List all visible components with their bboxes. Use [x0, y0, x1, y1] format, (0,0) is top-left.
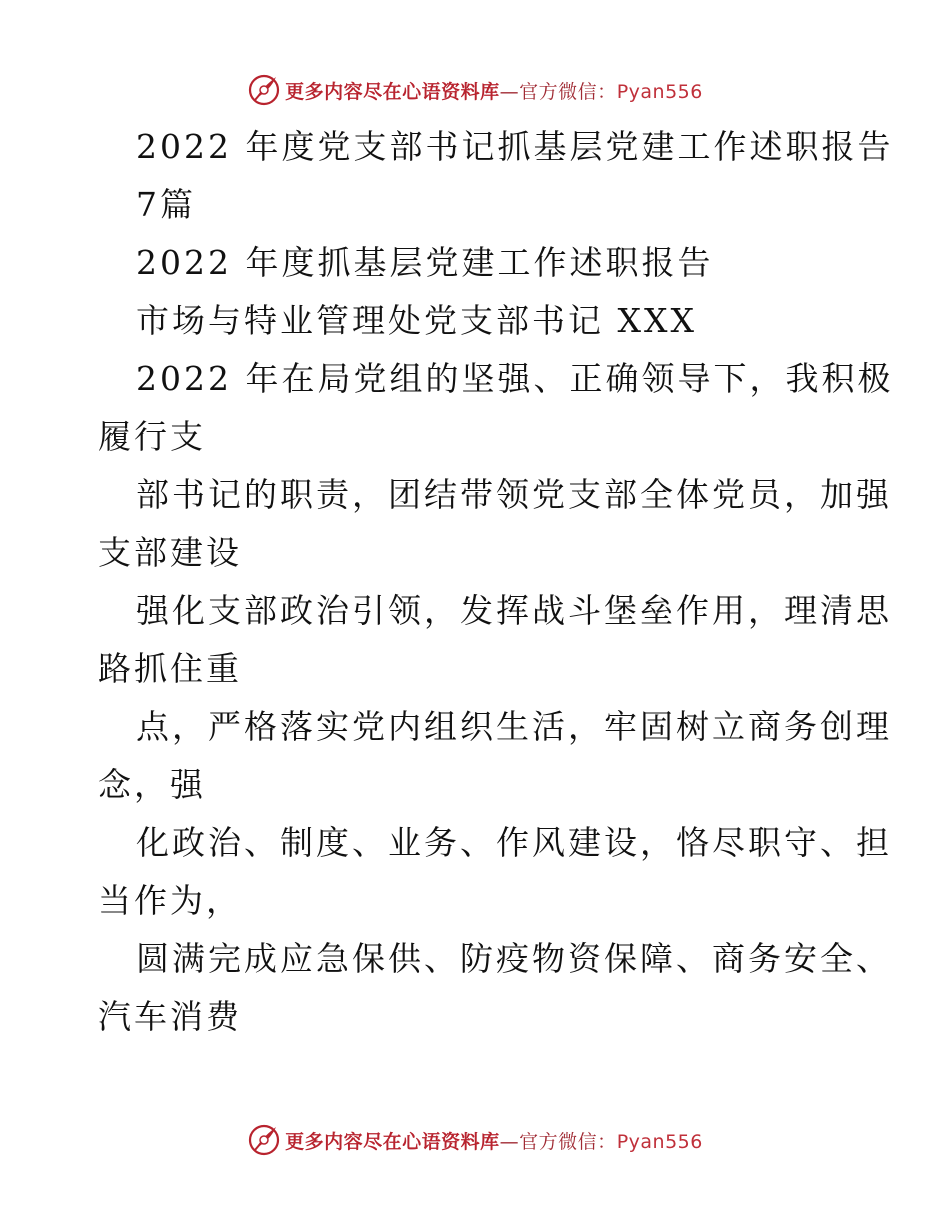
watermark-text: 更多内容尽在心语资料库	[285, 1130, 500, 1153]
watermark-separator: —官方微信：	[499, 80, 617, 103]
paragraph-line: 圆满完成应急保供、防疫物资保障、商务安全、	[136, 939, 892, 978]
doc-author: 市场与特业管理处党支部书记 XXX	[136, 301, 697, 340]
paragraph-line: 2022 年在局党组的坚强、正确领导下，我积极	[136, 359, 894, 398]
paragraph-line: 支部建设	[98, 533, 242, 572]
paragraph-line: 念，强	[98, 765, 206, 804]
doc-title-line: 2022 年度党支部书记抓基层党建工作述职报告	[136, 127, 894, 166]
feather-pen-circle-icon	[247, 73, 281, 107]
paragraph-line: 当作为，	[98, 881, 242, 920]
paragraph-line: 路抓住重	[98, 649, 242, 688]
watermark-separator: —官方微信：	[499, 1130, 617, 1153]
paragraph-line: 履行支	[98, 417, 206, 456]
paragraph-line: 汽车消费	[98, 997, 242, 1036]
watermark-wechat-id: Pyan556	[616, 80, 703, 103]
paragraph-line: 点，严格落实党内组织生活，牢固树立商务创理	[136, 707, 892, 746]
paragraph-line: 部书记的职责，团结带领党支部全体党员，加强	[136, 475, 892, 514]
paragraph-line: 强化支部政治引领，发挥战斗堡垒作用，理清思	[136, 591, 892, 630]
watermark-text: 更多内容尽在心语资料库	[285, 80, 500, 103]
paragraph-line: 化政治、制度、业务、作风建设，恪尽职守、担	[136, 823, 892, 862]
footer-watermark	[0, 1120, 950, 1160]
feather-pen-circle-icon	[247, 1123, 281, 1157]
doc-title-line-continued: 7篇	[136, 185, 196, 224]
doc-subtitle: 2022 年度抓基层党建工作述职报告	[136, 243, 714, 282]
document-body	[98, 118, 894, 1046]
header-watermark	[0, 70, 950, 110]
watermark-wechat-id: Pyan556	[616, 1130, 703, 1153]
